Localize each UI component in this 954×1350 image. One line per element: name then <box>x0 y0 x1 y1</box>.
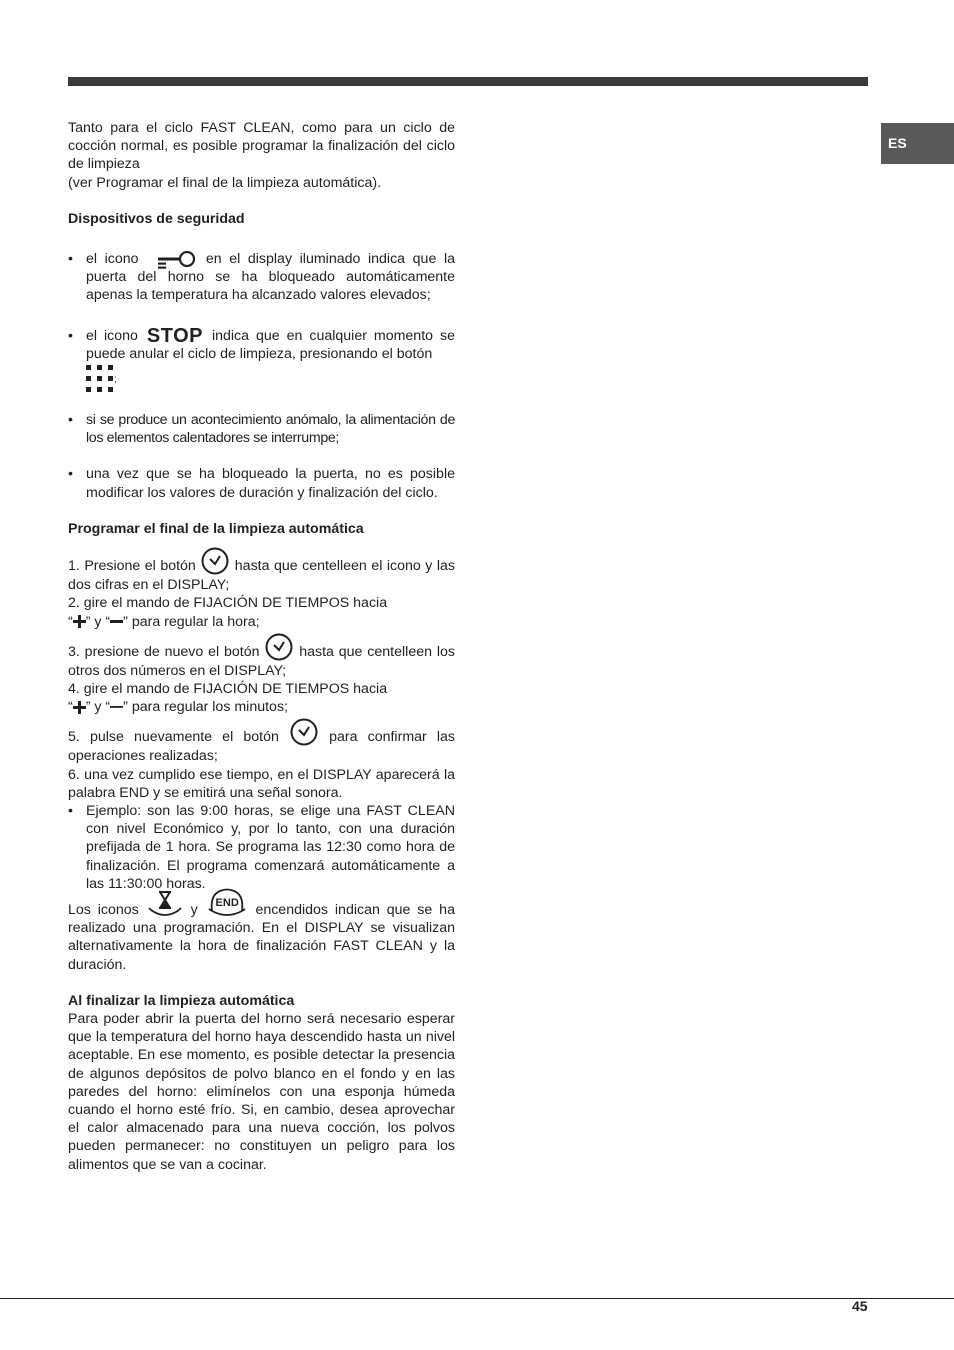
minus-icon <box>110 615 123 628</box>
program-step-2: 2. gire el mando de FIJACIÓN DE TIEMPOS hacia “ ” y “ ” para regular la hora; <box>68 595 388 630</box>
content-column <box>68 119 455 1174</box>
safety-bullet-anomaly: • si se produce un acontecimiento anómalo, la alimentación de los elementos calentadores se interrumpe; <box>68 411 455 447</box>
clock-button-icon <box>264 632 294 662</box>
program-step-1: 1. Presione el botón hasta que centelleen el icono y las dos cifras en el DISPLAY; <box>68 556 455 594</box>
program-step-6: 6. una vez cumplido ese tiempo, en el DISPLAY aparecerá la palabra END y se emitirá una señal sonora. <box>68 766 455 801</box>
clock-button-icon <box>289 717 319 747</box>
grid-button-icon <box>86 365 114 393</box>
safety-bullet-door: • una vez que se ha bloqueado la puerta, no es posible modificar los valores de duración y finalización del ciclo. <box>68 465 455 501</box>
minus-icon <box>110 701 123 714</box>
safety-bullet-stop: • el icono STOP indica que en cualquier momento se puede anular el ciclo de limpieza, presionando el botón ; <box>68 327 455 393</box>
language-tab: ES <box>881 123 954 164</box>
plus-icon <box>73 701 86 714</box>
final-paragraph: Para poder abrir la puerta del horno será necesario esperar que la temperatura del horno haya descendido hasta un nivel aceptable. En ese momento, es posible detectar la presencia de algunos depósitos de polvo blanco en el fondo y en las paredes del horno: elimínelos con una esponja húmeda cuando el horno esté frío. Si, en cambio, desea aprovechar el calor almacenado para una nueva cocción, los polvos pueden permanecer: no constituyen un peligro para los alimentos que se van a cocinar. <box>68 1011 455 1173</box>
program-step-5: 5. pulse nuevamente el botón para confirmar las operaciones realizadas; <box>68 727 455 765</box>
program-icons-paragraph: Los iconos y END encendidos indican que se ha realizado una programación. En el DISPLAY se visualizan alternativamente la hora de finalización FAST CLEAN y la duración. <box>68 901 455 974</box>
program-heading: Programar el final de la limpieza automática <box>68 520 364 537</box>
final-heading: Al finalizar la limpieza automática <box>68 992 295 1009</box>
intro-reference: (ver Programar el final de la limpieza automática). <box>68 174 382 191</box>
hourglass-icon <box>148 890 182 918</box>
end-icon: END <box>207 887 247 919</box>
program-step-3: 3. presione de nuevo el botón hasta que centelleen los otros dos números en el DISPLAY; <box>68 642 455 680</box>
plus-icon <box>73 615 86 628</box>
footer-rule <box>0 1298 954 1299</box>
clock-button-icon <box>200 546 230 576</box>
header-bar <box>68 77 868 86</box>
stop-icon: STOP <box>146 324 203 347</box>
page-number: 45 <box>852 1298 868 1314</box>
intro-paragraph: Tanto para el ciclo FAST CLEAN, como para un ciclo de cocción normal, es posible programar la finalización del ciclo de limpieza <box>68 120 455 173</box>
program-step-4: 4. gire el mando de FIJACIÓN DE TIEMPOS hacia “ ” y “ ” para regular los minutos; <box>68 680 388 716</box>
safety-bullet-lock: • el icono en el display iluminado indica que la puerta del horno se ha bloqueado automáticamente apenas la temperatura ha alcanzado valores elevados; <box>68 250 455 305</box>
program-example: • Ejemplo: son las 9:00 horas, se elige una FAST CLEAN con nivel Económico y, por lo tanto, con una duración prefijada de 1 hora. Se programa las 12:30 como hora de finalización. El programa comenzará automáticamente a las 11:30:00 horas. <box>68 802 455 893</box>
safety-heading: Dispositivos de seguridad <box>68 210 245 227</box>
